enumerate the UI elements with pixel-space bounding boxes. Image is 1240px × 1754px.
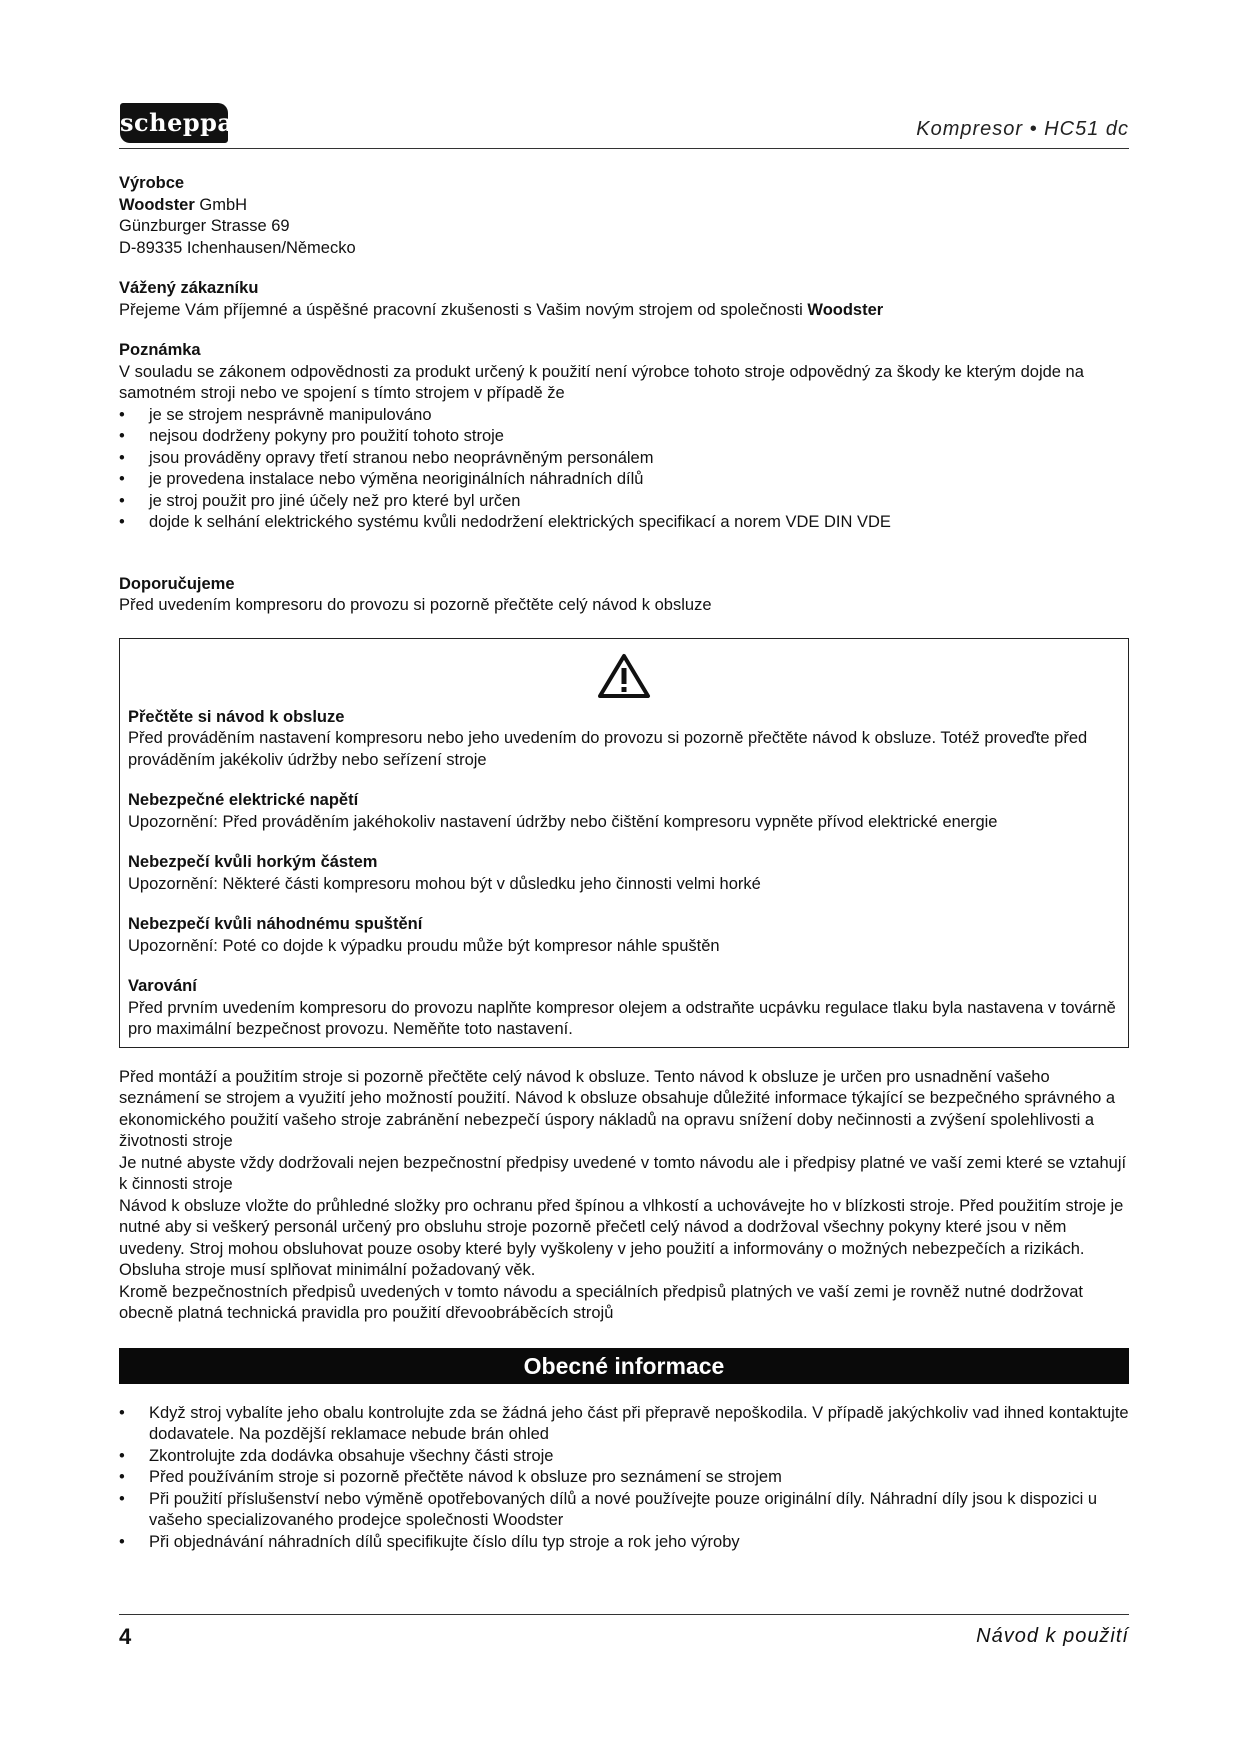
list-item: • Zkontrolujte zda dodávka obsahuje všechny části stroje xyxy=(119,1446,1129,1468)
body-paragraph: Kromě bezpečnostních předpisů uvedených v tomto návodu a speciálních předpisů platných ve vaší zemi je rovněž nutné dodržovat obecně platná technická pravidla pro použití dřevoobráběcích strojů xyxy=(119,1282,1083,1322)
dear-customer-heading: Vážený zákazníku xyxy=(119,279,259,297)
dear-customer-block xyxy=(119,278,1129,321)
footer-title: Návod k použití xyxy=(976,1625,1129,1647)
warning-text: Před prvním uvedením kompresoru do provozu naplňte kompresor olejem a odstraňte ucpávku regulace tlaku byla nastavena v továrně pro maximální bezpečnost provozu. Neměňte toto nastavení. xyxy=(128,998,1116,1038)
page-footer xyxy=(119,1614,1129,1649)
list-item: • je stroj použit pro jiné účely než pro které byl určen xyxy=(119,491,1129,513)
note-block xyxy=(119,340,1129,534)
note-text: V souladu se zákonem odpovědnosti za produkt určený k použití není výrobce tohoto stroje odpovědný za škody ke kterým dojde na samotném stroji nebo ve spojení s tímto strojem v případě že xyxy=(119,362,1084,402)
list-item: • jsou prováděny opravy třetí stranou nebo neoprávněným personálem xyxy=(119,448,1129,470)
section-banner: Obecné informace xyxy=(119,1348,1129,1384)
list-item: • nejsou dodrženy pokyny pro použití tohoto stroje xyxy=(119,426,1129,448)
warning-section-hot-parts xyxy=(128,852,1120,895)
warning-section-electric xyxy=(128,790,1120,833)
warning-heading: Nebezpečné elektrické napětí xyxy=(128,791,359,809)
warning-section-read-manual xyxy=(128,707,1120,772)
note-heading: Poznámka xyxy=(119,341,201,359)
body-paragraph: Je nutné abyste vždy dodržovali nejen bezpečnostní předpisy uvedené v tomto návodu ale i předpisy platné ve vaší zemi které se vztahují k činnosti stroje xyxy=(119,1153,1127,1193)
manufacturer-city: D-89335 Ichenhausen/Německo xyxy=(119,238,356,257)
dear-customer-sentence: Přejeme Vám příjemné a úspěšné pracovní zkušenosti s Vašim novým strojem od společnosti xyxy=(119,300,808,319)
recommend-block xyxy=(119,574,1129,617)
warning-heading: Přečtěte si návod k obsluze xyxy=(128,707,345,726)
page-header xyxy=(119,98,1129,149)
header-title: Kompresor • HC51 dc xyxy=(916,118,1129,140)
recommend-heading: Doporučujeme xyxy=(119,574,235,593)
manufacturer-block xyxy=(119,173,1129,259)
company-suffix: GmbH xyxy=(194,195,248,214)
warning-section-caution xyxy=(128,976,1120,1041)
list-item: • je se strojem nesprávně manipulováno xyxy=(119,405,1129,427)
body-paragraph: Před montáží a použitím stroje si pozorně přečtěte celý návod k obsluze. Tento návod k obsluze je určen pro usnadnění vašeho seznámení se strojem a využití jeho možností použití. Návod k obsluze obsahuje důležité informace týkající se bezpečného správného a ekonomického použití vašeho stroje zabránění nebezpečí úspory nákladů na opravu snížení doby nečinnosti a zvýšení spolehlivosti a životnosti stroje xyxy=(119,1067,1116,1150)
warning-text: Upozornění: Některé části kompresoru mohou být v důsledku jeho činnosti velmi horké xyxy=(128,874,761,893)
list-item: • Před používáním stroje si pozorně přečtěte návod k obsluze pro seznámení se strojem xyxy=(119,1467,1129,1489)
body-paragraph: Návod k obsluze vložte do průhledné složky pro ochranu před špínou a vlhkostí a uchovávejte ho v blízkosti stroje. Před použitím stroje je nutné aby si veškerý personál určený pro obsluhu stroje pozorně přečetl celý návod a dodržoval všechny pokyny které jsou v něm uvedeny. Stroj mohou obsluhovat pouze osoby které byly vyškoleny v jeho použití a informovány o možných nebezpečích a rizikách. Obsluha stroje musí splňovat minimální požadovaný věk. xyxy=(119,1196,1124,1279)
warning-text: Upozornění: Před prováděním jakéhokoliv nastavení údržby nebo čištění kompresoru vypněte přívod elektrické energie xyxy=(128,812,998,831)
recommend-text: Před uvedením kompresoru do provozu si pozorně přečtěte celý návod k obsluze xyxy=(119,596,712,614)
dear-customer-brand: Woodster xyxy=(807,300,884,319)
warning-heading: Nebezpečí kvůli náhodnému spuštění xyxy=(128,915,423,933)
warning-box xyxy=(119,638,1129,1048)
list-item: • dojde k selhání elektrického systému kvůli nedodržení elektrických specifikací a norem VDE DIN VDE xyxy=(119,512,1129,534)
note-list xyxy=(119,405,1129,534)
warning-heading: Nebezpečí kvůli horkým částem xyxy=(128,853,378,871)
manufacturer-heading: Výrobce xyxy=(119,174,185,192)
warning-text: Upozornění: Poté co dojde k výpadku proudu může být kompresor náhle spuštěn xyxy=(128,936,720,955)
general-info-list xyxy=(119,1403,1129,1554)
list-item: • Při objednávání náhradních dílů specifikujte číslo dílu typ stroje a rok jeho výroby xyxy=(119,1532,1129,1554)
warning-triangle-icon xyxy=(597,653,651,699)
manufacturer-street: Günzburger Strasse 69 xyxy=(119,217,290,235)
warning-section-restart xyxy=(128,914,1120,957)
scheppach-logo: scheppach xyxy=(120,103,228,143)
list-item: • Při použití příslušenství nebo výměně opotřebovaných dílů a nové používejte pouze originální díly. Náhradní díly jsou k dispozici u vašeho specializovaného prodejce společnosti Woodster xyxy=(119,1489,1129,1532)
page-content xyxy=(119,173,1129,1553)
dear-customer-text xyxy=(119,300,1129,322)
list-item: • je provedena instalace nebo výměna neoriginálních náhradních dílů xyxy=(119,469,1129,491)
company-name: Woodster xyxy=(119,195,195,214)
manufacturer-company xyxy=(119,195,1129,217)
page-number: 4 xyxy=(119,1624,132,1649)
warning-text: Před prováděním nastavení kompresoru nebo jeho uvedením do provozu si pozorně přečtěte návod k obsluze. Totéž proveďte před prováděním jakékoliv údržby nebo seřízení stroje xyxy=(128,729,1088,769)
warning-heading: Varování xyxy=(128,977,197,995)
body-text xyxy=(119,1067,1129,1325)
list-item: • Když stroj vybalíte jeho obalu kontrolujte zda se žádná jeho část při přepravě nepoškodila. V případě jakýchkoliv vad ihned kontaktujte dodavatele. Na pozdější reklamace nebude brán ohled xyxy=(119,1403,1129,1446)
